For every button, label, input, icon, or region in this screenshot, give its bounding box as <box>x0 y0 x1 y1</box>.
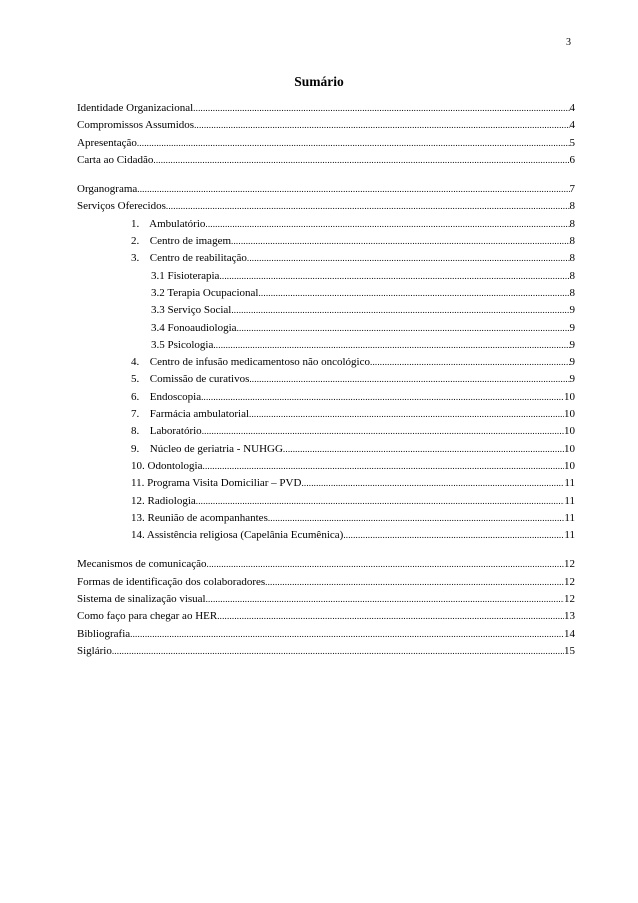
toc-subentry[interactable]: 7. Farmácia ambulatorial ..... 10 <box>77 406 575 423</box>
toc-entry-compromissos[interactable]: Compromissos Assumidos ..... 4 <box>77 117 575 134</box>
toc-entry-mecanismos[interactable]: Mecanismos de comunicação ..... 12 <box>77 556 575 573</box>
toc-subentry[interactable]: 11. Programa Visita Domiciliar – PVD ..... 11 <box>77 475 575 492</box>
toc-subentry[interactable]: 4. Centro de infusão medicamentoso não oncológico ..... 9 <box>77 354 575 371</box>
toc-subsubentry[interactable]: 3.5 Psicologia ..... 9 <box>77 337 575 354</box>
toc-subentry[interactable]: 6. Endoscopia ..... 10 <box>77 389 575 406</box>
toc-subentry[interactable]: 10. Odontologia ..... 10 <box>77 458 575 475</box>
toc-entry-organograma[interactable]: Organograma ..... 7 <box>77 181 575 198</box>
spacer <box>77 169 575 181</box>
toc-subsubentry[interactable]: 3.4 Fonoaudiologia ..... 9 <box>77 320 575 337</box>
toc-subentry[interactable]: 8. Laboratório ..... 10 <box>77 423 575 440</box>
toc-subentry[interactable]: 2. Centro de imagem ..... 8 <box>77 233 575 250</box>
toc-entry-identidade[interactable]: Identidade Organizacional ..... 4 <box>77 100 575 117</box>
toc-subentry[interactable]: 3. Centro de reabilitação ..... 8 <box>77 250 575 267</box>
table-of-contents <box>77 100 575 660</box>
toc-entry-chegar[interactable]: Como faço para chegar ao HER ..... 13 <box>77 608 575 625</box>
toc-subentry[interactable]: 5. Comissão de curativos ..... 9 <box>77 371 575 388</box>
toc-entry-sistema[interactable]: Sistema de sinalização visual ..... 12 <box>77 591 575 608</box>
toc-entry-carta[interactable]: Carta ao Cidadão ..... 6 <box>77 152 575 169</box>
spacer <box>77 544 575 556</box>
toc-subentry[interactable]: 12. Radiologia ..... 11 <box>77 493 575 510</box>
toc-subentry[interactable]: 9. Núcleo de geriatria - NUHGG ..... 10 <box>77 441 575 458</box>
toc-entry-formas[interactable]: Formas de identificação dos colaboradores ..... 12 <box>77 574 575 591</box>
toc-entry-servicos[interactable]: Serviços Oferecidos ..... 8 <box>77 198 575 215</box>
toc-subentry[interactable]: 1. Ambulatório ..... 8 <box>77 216 575 233</box>
toc-entry-apresentacao[interactable]: Apresentação ..... 5 <box>77 135 575 152</box>
toc-subsubentry[interactable]: 3.2 Terapia Ocupacional ..... 8 <box>77 285 575 302</box>
toc-entry-bibliografia[interactable]: Bibliografia ..... 14 <box>77 626 575 643</box>
toc-subsubentry[interactable]: 3.3 Serviço Social ..... 9 <box>77 302 575 319</box>
toc-subentry[interactable]: 14. Assistência religiosa (Capelânia Ecumênica) ..... 11 <box>77 527 575 544</box>
toc-subsubentry[interactable]: 3.1 Fisioterapia ..... 8 <box>77 268 575 285</box>
toc-subentry[interactable]: 13. Reunião de acompanhantes ..... 11 <box>77 510 575 527</box>
page-number: 3 <box>566 37 571 48</box>
toc-entry-siglario[interactable]: Siglário ..... 15 <box>77 643 575 660</box>
page-title: Sumário <box>294 74 344 89</box>
